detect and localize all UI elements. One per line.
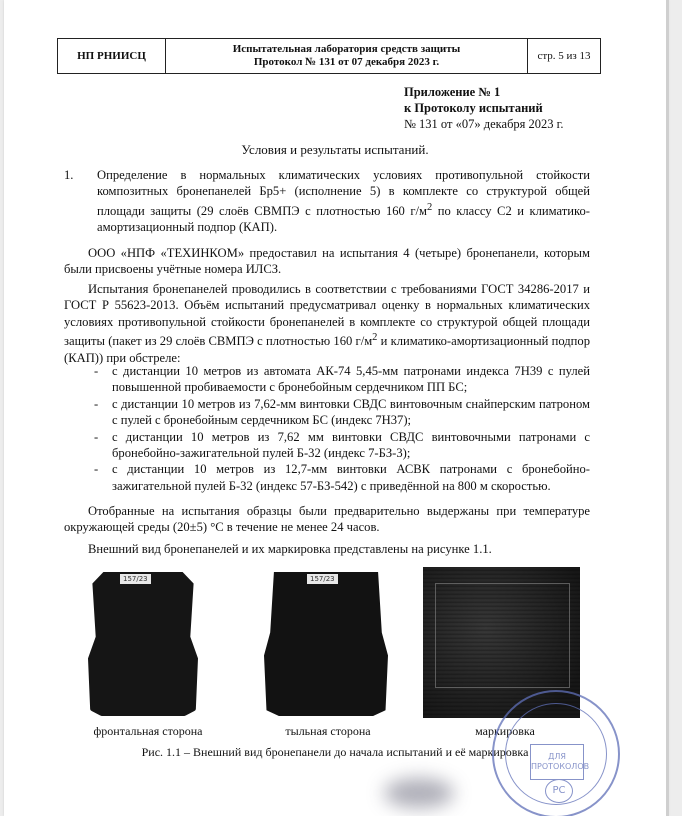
header-lab	[166, 39, 528, 73]
header-org: НП РНИИСЦ	[58, 39, 166, 73]
caption-label: маркировка	[475, 724, 535, 738]
caption-back: тыльная сторона	[285, 724, 371, 738]
bullet-text: с дистанции 10 метров из 12,7-мм винтовки АСВК патронами с бронебойно-зажигательной пулей Б-32 (индекс 57-БЗ-542) с приведённой на 800 м скоростью.	[112, 462, 590, 493]
item-text	[97, 167, 590, 236]
back-panel-tag: 157/23	[307, 574, 338, 584]
list-item-1	[64, 167, 590, 236]
appendix-reference: № 131 от «07» декабря 2023 г.	[404, 117, 564, 131]
header-lab-line2: Протокол № 131 от 07 декабря 2023 г.	[253, 56, 440, 68]
appendix-block	[404, 84, 644, 132]
list-item	[94, 429, 590, 462]
front-panel-photo	[88, 572, 198, 716]
figure-caption: Рис. 1.1 – Внешний вид бронепанели до начала испытаний и её маркировка	[141, 745, 529, 759]
item-text-part2: по классу С2 и климатико-амортизационный подпор (КАП).	[97, 204, 590, 235]
bullet-text: с дистанции 10 метров из 7,62 мм винтовки СВДС винтовочными патронами с бронебойно-зажигательной пулей Б-32 (индекс 7-БЗ-3);	[112, 429, 590, 461]
appendix-subtitle: к Протоколу испытаний	[404, 101, 543, 115]
section-title: Условия и результаты испытаний.	[241, 142, 429, 157]
bullet-dash: -	[94, 429, 99, 444]
paragraph-2-sup: 2	[372, 332, 378, 344]
label-plate	[435, 583, 570, 688]
stamp-mark: РС	[545, 779, 573, 803]
stamp-center	[530, 744, 590, 780]
paragraph-4: Внешний вид бронепанелей и их маркировка представлены на рисунке 1.1.	[88, 542, 492, 556]
list-item	[94, 363, 590, 396]
caption-front: фронтальная сторона	[93, 724, 203, 738]
list-item	[94, 461, 590, 494]
page-edge	[666, 0, 669, 816]
round-stamp	[492, 690, 620, 816]
document-page	[4, 0, 666, 816]
header-table	[57, 38, 601, 74]
bullet-text: с дистанции 10 метров из 7,62-мм винтовки СВДС винтовочным снайперским патроном с пулей с бронебойным сердечником БС (индекс 7Н37);	[112, 396, 590, 428]
blurred-mark	[384, 778, 454, 808]
item-text-sup: 2	[426, 201, 433, 213]
header-page-number: стр. 5 из 13	[537, 50, 591, 62]
bullet-dash: -	[94, 396, 99, 411]
bullet-dash: -	[94, 364, 99, 378]
list-item	[94, 396, 590, 429]
paragraph-2	[64, 281, 590, 366]
item-number: 1.	[64, 168, 74, 182]
stamp-core-line2: ПРОТОКОЛОВ	[531, 762, 590, 771]
stamp-core-line1: ДЛЯ	[548, 752, 566, 761]
front-panel-tag: 157/23	[120, 574, 151, 584]
header-lab-line1: Испытательная лаборатория средств защиты	[232, 43, 461, 55]
bullet-dash: -	[94, 462, 99, 477]
appendix-title: Приложение № 1	[404, 85, 501, 99]
item-text-part1: Определение в нормальных климатических условиях противопульной стойкости композитных бронепанелей Бр5+ (исполнение 5) в комплекте со структурой общей площади защиты (29 слоёв СВМПЭ с плотностью 160 г/м	[97, 168, 590, 218]
paragraph-1: ООО «НПФ «ТЕХИНКОМ» предоставил на испытания 4 (четыре) бронепанели, которым были присвоены учётные номера ИЛСЗ.	[64, 246, 590, 277]
bullet-text: с дистанции 10 метров из автомата АК-74 5,45-мм патронами индекса 7Н39 с пулей повышенной пробиваемости с бронебойным сердечником ПП БС;	[112, 364, 590, 395]
bullet-list	[94, 363, 590, 494]
paragraph-2-part2: и климатико-амортизационный подпор (КАП)) при обстреле:	[64, 334, 590, 365]
back-panel-photo	[264, 572, 388, 716]
paragraph-3: Отобранные на испытания образцы были предварительно выдержаны при температуре окружающей среды (20±5) °С в течение не менее 24 часов.	[64, 504, 590, 535]
paragraph-2-part1: Испытания бронепанелей проводились в соответствии с требованиями ГОСТ 34286-2017 и ГОСТ Р 55623-2013. Объём испытаний предусматривал оценку в нормальных климатических условиях противопульной стойкости бронепанелей в комплекте со структурой общей площади защиты (пакет из 29 слоёв СВМПЭ с плотностью 160 г/м	[64, 282, 590, 349]
